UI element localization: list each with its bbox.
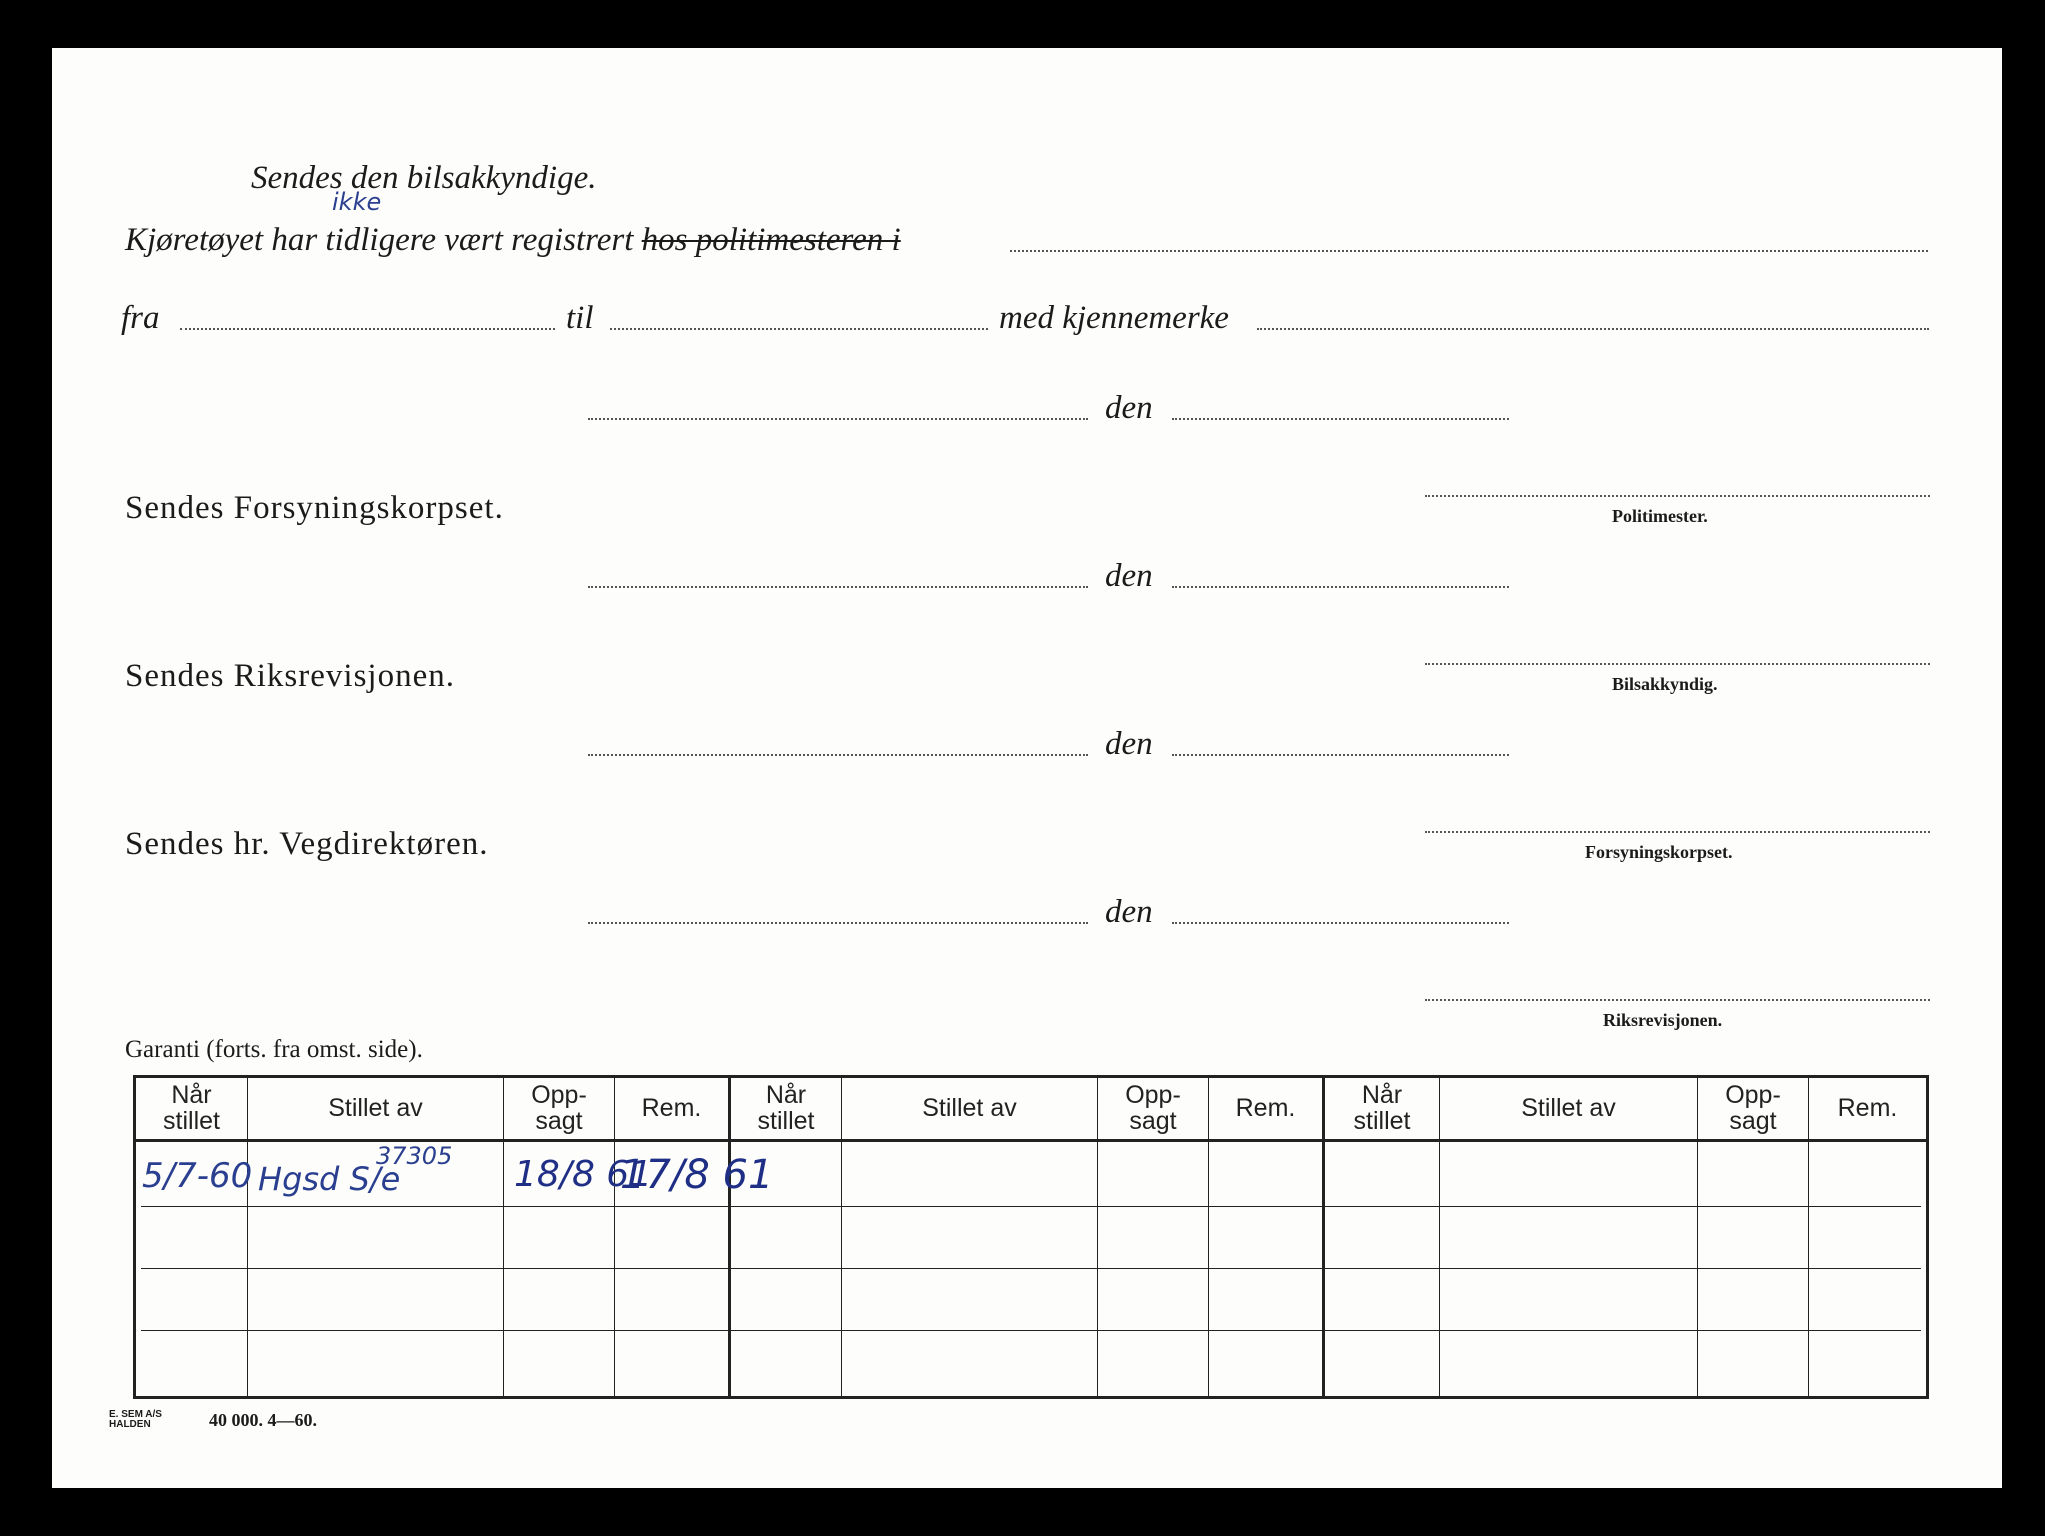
col-divider (1808, 1078, 1809, 1396)
header-rem-1: Rem. (641, 1094, 702, 1122)
routing-label-3: Sendes hr. Vegdirektøren. (125, 826, 489, 862)
entry-oppsagt: 18/8 61 (514, 1154, 653, 1195)
printer-name: E. SEM A/S (109, 1409, 162, 1420)
place-field-1[interactable] (588, 418, 1088, 420)
header-rem-2: Rem. (1235, 1094, 1296, 1122)
signature-line-2[interactable] (1425, 663, 1930, 665)
header-oppsagt-line1: Opp- (1125, 1081, 1181, 1109)
header-oppsagt-1 (504, 1082, 614, 1134)
kjennemerke-field[interactable] (1257, 328, 1929, 330)
header-naar-line2: stillet (163, 1107, 220, 1135)
col-divider (841, 1078, 842, 1396)
den-label-2: den (1105, 558, 1153, 594)
printer-city: HALDEN (109, 1419, 151, 1430)
header-oppsagt-line1: Opp- (531, 1081, 587, 1109)
header-oppsagt-line2: sagt (1129, 1107, 1177, 1135)
header-naar-line1: Når (171, 1081, 212, 1109)
row-rule (141, 1268, 1921, 1269)
signature-title-3: Forsyningskorpset. (1585, 842, 1733, 862)
send-bilsakkyndig-heading: Sendes den bilsakkyndige. (251, 160, 597, 196)
header-naar-stillet-2 (731, 1082, 841, 1134)
row-rule (141, 1330, 1921, 1331)
entry-stillet-av-number: 37305 (376, 1142, 453, 1170)
header-naar-stillet-3 (1325, 1082, 1439, 1134)
printer-imprint (109, 1410, 162, 1430)
routing-label-1: Sendes Forsyningskorpset. (125, 490, 504, 526)
previous-registration-label (125, 222, 901, 259)
col-divider (614, 1078, 615, 1396)
til-field[interactable] (610, 328, 988, 330)
header-rem-3: Rem. (1837, 1094, 1898, 1122)
header-naar-stillet-1 (136, 1082, 247, 1134)
header-oppsagt-line2: sagt (535, 1107, 583, 1135)
place-field-4[interactable] (588, 922, 1088, 924)
fra-field[interactable] (180, 328, 555, 330)
date-field-3[interactable] (1172, 754, 1509, 756)
header-stillet-av-2: Stillet av (922, 1094, 1017, 1122)
guarantee-table (133, 1075, 1929, 1399)
entry-stillet-av: Hgsd S/e (258, 1160, 401, 1198)
signature-title-1: Politimester. (1612, 506, 1708, 526)
row-rule (141, 1206, 1921, 1207)
header-naar-line1: Når (1361, 1081, 1403, 1109)
den-label-3: den (1105, 726, 1153, 762)
til-label: til (566, 300, 594, 336)
routing-label-2: Sendes Riksrevisjonen. (125, 658, 455, 694)
handwritten-insert: ikke (332, 188, 382, 216)
den-label-4: den (1105, 894, 1153, 930)
registered-at-field[interactable] (1010, 250, 1928, 252)
garanti-title: Garanti (forts. fra omst. side). (125, 1036, 423, 1063)
entry-rem: 17/8 61 (620, 1152, 774, 1198)
den-label-1: den (1105, 390, 1153, 426)
struck-politimester-text: hos politimesteren i (641, 222, 901, 258)
header-naar-line1: Når (765, 1081, 807, 1109)
print-run: 40 000. 4—60. (209, 1410, 317, 1430)
header-naar-line2: stillet (757, 1107, 815, 1135)
signature-line-4[interactable] (1425, 999, 1930, 1001)
signature-title-2: Bilsakkyndig. (1612, 674, 1718, 694)
place-field-3[interactable] (588, 754, 1088, 756)
place-field-2[interactable] (588, 586, 1088, 588)
entry-naar-stillet: 5/7-60 (142, 1156, 253, 1196)
signature-line-3[interactable] (1425, 831, 1930, 833)
previous-registration-text: Kjøretøyet har tidligere vært registrert (125, 222, 634, 258)
date-field-1[interactable] (1172, 418, 1509, 420)
header-oppsagt-line2: sagt (1729, 1107, 1777, 1135)
form-card (52, 48, 2002, 1488)
col-divider (1208, 1078, 1209, 1396)
col-divider (1439, 1078, 1440, 1396)
header-oppsagt-3 (1698, 1082, 1808, 1134)
fra-label: fra (121, 300, 160, 336)
header-stillet-av-1: Stillet av (328, 1094, 423, 1122)
header-stillet-av-3: Stillet av (1521, 1094, 1616, 1122)
header-oppsagt-2 (1098, 1082, 1208, 1134)
signature-line-1[interactable] (1425, 495, 1930, 497)
col-divider (247, 1078, 248, 1396)
signature-title-4: Riksrevisjonen. (1603, 1010, 1723, 1030)
date-field-2[interactable] (1172, 586, 1509, 588)
header-naar-line2: stillet (1353, 1107, 1411, 1135)
header-oppsagt-line1: Opp- (1725, 1081, 1781, 1109)
date-field-4[interactable] (1172, 922, 1509, 924)
kjennemerke-label: med kjennemerke (999, 300, 1229, 336)
